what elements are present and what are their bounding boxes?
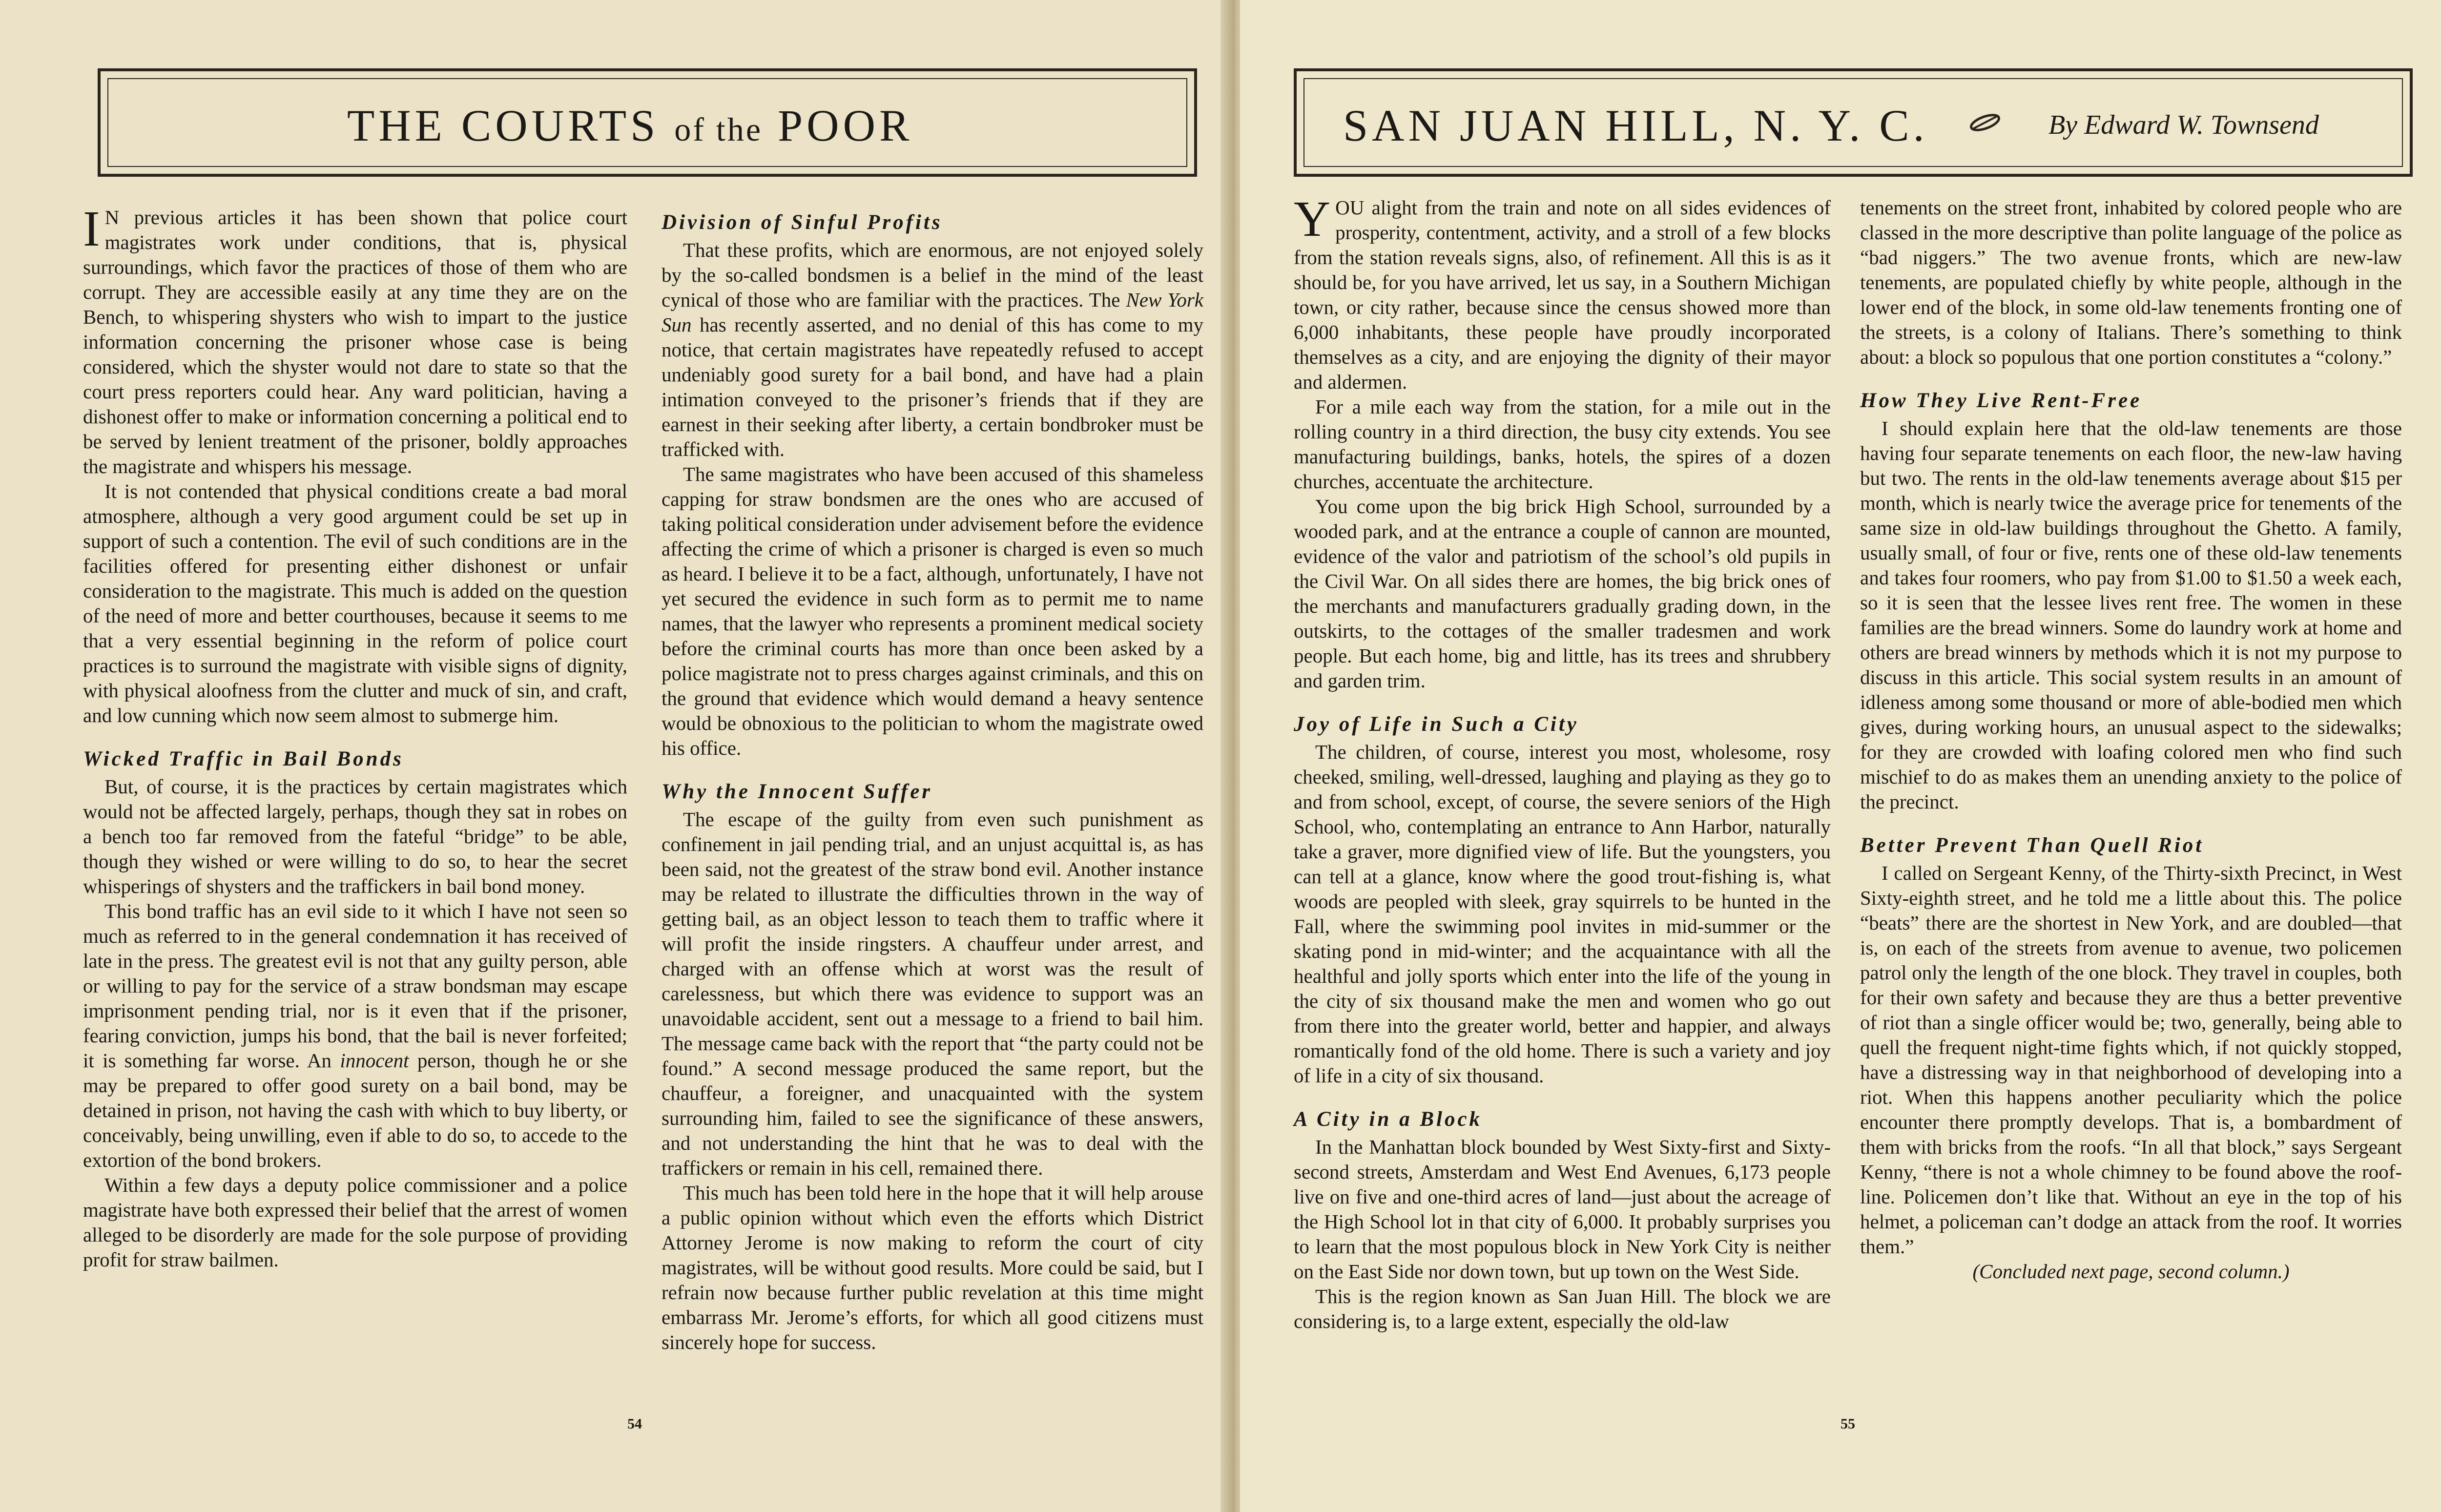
title-end: POOR xyxy=(778,101,913,150)
right-page-title: SAN JUAN HILL, N. Y. C. xyxy=(1343,101,1928,150)
emphasis: New York Sun xyxy=(662,289,1203,336)
page-number: 54 xyxy=(627,1416,642,1432)
title-of-the: of the xyxy=(674,111,763,148)
paragraph: It is not contended that physical conditions create a bad moral atmosphere, although a very good argument could be set up in support of such a contention. The evil of such conditions are in the facilities offered for presenting either dishonest or unfair consideration to the magistrate. This much is added on the question of the need of more and better courthouses, because it seems to me that a very essential beginning in the reform of police court practices is to surround the magistrate with visible signs of dignity, with physical aloofness from the clutter and muck of sin, and craft, and low cunning which now seem almost to submerge him. xyxy=(83,480,627,726)
section-heading: Joy of Life in Such a City xyxy=(1294,713,1579,736)
emphasis: innocent xyxy=(340,1049,409,1072)
continuation-note: (Concluded next page, second column.) xyxy=(1972,1260,2290,1283)
paragraph: This is the region known as San Juan Hill. The block we are considering is, to a large extent, especially the old-law xyxy=(1294,1285,1831,1332)
leaf-ornament-icon xyxy=(1965,110,2005,135)
paragraph: The escape of the guilty from even such punishment as confinement in jail pending trial, and an unjust acquittal is, as has been said, not the greatest of the straw bond evil. Another instance may be related to illustrate the difficulties thrown in the way of getting bail, as an object lesson to teach them to traffic where it will profit the inside ringsters. A chauffeur under arrest, and charged with an offense which at worst was the result of carelessness, but which there was evidence to support was an unavoidable accident, sent out a message to a friend to bail him. The message came back with the report that “the party could not be found.” A second message produced the same report, but the chauffeur, a foreigner, and unacquainted with the system surrounding him, failed to see the significance of these answers, and not understanding the hint that he was to deal with the traffickers or remain in his cell, remained there. xyxy=(662,808,1203,1179)
paragraph xyxy=(83,899,627,1173)
paragraph: Within a few days a deputy police commissioner and a police magistrate have both expressed their belief that the arrest of women alleged to be disorderly are made for the sole purpose of providing profit for straw bailmen. xyxy=(83,1174,627,1271)
right-title-box xyxy=(1294,68,2413,177)
paragraph: The children, of course, interest you most, wholesome, rosy cheeked, smiling, well-dressed, laughing and playing as they go to and from school, except, of course, the severe seniors of the High School, who, contemplating an entrance to Ann Harbor, naturally take a graver, more dignified view of life. But the youngsters, you can tell at a glance, know where the good trout-fishing is, what woods are peopled with sleek, gray squirrels to be hunted in the Fall, where the swimming pool invites in mid-summer or the skating pond in mid-winter; and the acquaintance with all the healthful and jolly sports which enter into the life of the young in the city of six thousand make the men and women who go out from there into the greater world, better and happier, and always romantically fond of the old home. There is such a variety and joy of life in a city of six thousand. xyxy=(1294,741,1831,1087)
drop-cap: Y xyxy=(1294,191,1331,247)
paragraph xyxy=(83,201,627,479)
title-main: THE COURTS xyxy=(347,101,660,150)
paragraph: In the Manhattan block bounded by West Sixty-first and Sixty-second streets, Amsterdam and West End Avenues, 6,173 people live on five and one-third acres of land—just about the acreage of the High School lot in that city of 6,000. It probably surprises you to learn that the most populous block in New York City is neither on the East Side nor down town, but up town on the West Side. xyxy=(1294,1136,1831,1283)
right-column-2 xyxy=(1860,195,2402,1284)
paragraph-text: This bond traffic has an evil side to it which I have not seen so much as referred to in the general condemnation it has received of late in the press. The greatest evil is not that any guilty person, able or willing to pay for the service of a straw bondsman may escape imprisonment pending trial, nor is it even that if the prisoner, fearing conviction, jumps his bond, that the bail is never forfeited; it is something far worse. An xyxy=(83,900,627,1072)
paragraph: But, of course, it is the practices by certain magistrates which would not be affected largely, perhaps, though they sat in robes on a bench too far removed from the fateful “bridge” to be able, though they wished or were willing to do so, to hear the secret whisperings of shysters and the traffickers in bail bond money. xyxy=(83,775,627,897)
paragraph: This much has been told here in the hope that it will help arouse a public opinion without which even the efforts which District Attorney Jerome is now making to reform the court of city magistrates, will be without good results. More could be said, but I refrain now because further public revelation at this time might embarrass Mr. Jerome’s efforts, for which all good citizens must sincerely hope for success. xyxy=(662,1181,1203,1353)
section-heading: Wicked Traffic in Bail Bonds xyxy=(83,747,404,770)
byline: By Edward W. Townsend xyxy=(2048,110,2319,140)
paragraph-text: N previous articles it has been shown that police court magistrates work under conditions, that is, physical surroundings, which favor the practices of those of them who are corrupt. They are accessible easily at any time they are on the Bench, to whispering shysters who wish to impart to the justice information concerning the prisoner whose case is being considered, which the shyster would not dare to state so that the court press reporters could hear. Any ward politician, having a dishonest offer to make or information concerning a political end to be served by lenient treatment of the prisoner, boldly approaches the magistrate and whispers his message. xyxy=(83,206,627,477)
paragraph: I called on Sergeant Kenny, of the Thirty-sixth Precinct, in West Sixty-eighth street, and he told me a little about this. The police “beats” there are the shortest in New York, and are doubled—that is, on each of the streets from avenue to avenue, two policemen patrol only the length of the one block. They travel in couples, both for their own safety and because they are thus a better preventive of riot than a single officer would be; two, generally, being able to quell the frequent night-time fights which, if not quickly stopped, have a distressing way in that neighborhood of developing into a riot. When this happens another peculiarity which the police encounter there promptly develops. That is, a bombardment of them with bricks from the roofs. “In all that block,” says Sergeant Kenny, “there is not a whole chimney to be found above the roof-line. Policemen don’t like that. Without an eye in the top of his helmet, a policeman can’t dodge an attack from the roof. It worries them.” xyxy=(1860,862,2402,1258)
left-column-1 xyxy=(83,201,628,1272)
drop-cap: I xyxy=(83,201,100,257)
left-column-2 xyxy=(662,210,1203,1355)
paragraph-text: OU alight from the train and note on all sides evidences of prosperity, contentment, activity, and a stroll of a few blocks from the station reveals signs, also, of refinement. All this is as it should be, for you have arrived, let us say, in a Southern Michigan town, or city rather, because since the census showed more than 6,000 inhabitants, these people have proudly incorporated themselves as a city, and are enjoying the dignity of their mayor and aldermen. xyxy=(1294,196,1831,393)
section-heading: Why the Innocent Suffer xyxy=(662,780,933,803)
paragraph xyxy=(1294,191,1831,394)
paragraph: For a mile each way from the station, for a mile out in the rolling country in a third direction, the busy city extends. You see manufacturing buildings, banks, hotels, the spires of a dozen churches, accentuate the architecture. xyxy=(1294,395,1831,493)
paragraph: The same magistrates who have been accused of this shameless capping for straw bondsmen are the ones who are accused of taking political consideration under advisement before the evidence affecting the crime of which a prisoner is charged is even so much as heard. I believe it to be a fact, although, unfortunately, I have not yet secured the evidence in such form as to permit me to name names, that the lawyer who represents a prominent medical society before the criminal courts has more than once been asked by a police magistrate not to press charges against criminals, and this on the ground that evidence which would demand a heavy sentence would be obnoxious to the politician to whom the magistrate owed his office. xyxy=(662,463,1204,759)
paragraph-text: has recently asserted, and no denial of this has come to my notice, that certain magistrates have repeatedly refused to accept undeniably good surety for a bail bond, and have had a plain intimation conveyed to the prisoner’s friends that if they are earnest in their seeking after liberty, a certain bondbroker must be trafficked with. xyxy=(662,313,1203,460)
paragraph: I should explain here that the old-law tenements are those having four separate tenements on each floor, the new-law having but two. The rents in the old-law tenements average about $15 per month, which is nearly twice the average price for tenements of the same size in old-law buildings throughout the Ghetto. A family, usually small, of four or five, rents one of these old-law tenements and takes four roomers, who pay from $1.00 to $1.50 a week each, so it is seen that the lessee lives rent free. The women in these families are the bread winners. Some do laundry work at home and others are bread winners by methods which it is not my purpose to discuss in this article. This social system results in an amount of idleness among some thousand or more of able-bodied men which gives, during working hours, an unusual aspect to the sidewalks; for they are crowded with loafing colored men who find such mischief to do as makes them an unending anxiety to the police of the precinct. xyxy=(1860,417,2402,813)
paragraph: You come upon the big brick High School, surrounded by a wooded park, and at the entrance a couple of cannon are mounted, evidence of the valor and patriotism of the school’s old pupils in the Civil War. On all sides there are homes, the big brick ones of the merchants and manufacturers gradually grading down, in the outskirts, to the cottages of the smaller tradesmen and work people. But each home, big and little, has its trees and shrubbery and garden trim. xyxy=(1294,495,1831,692)
section-heading: A City in a Block xyxy=(1294,1108,1483,1131)
section-heading: How They Live Rent-Free xyxy=(1860,389,2142,412)
left-title-box xyxy=(98,68,1197,177)
right-column-1 xyxy=(1294,191,1831,1334)
section-heading: Division of Sinful Profits xyxy=(662,211,943,234)
page-number: 55 xyxy=(1841,1416,1855,1432)
paragraph-text: That these profits, which are enormous, are not enjoyed solely by the so-called bondsmen is a belief in the mind of the least cynical of those who are familiar with the practices. The xyxy=(662,239,1203,311)
section-heading: Better Prevent Than Quell Riot xyxy=(1860,834,2204,857)
right-page xyxy=(1240,0,2441,1512)
paragraph-text: person, though he or she may be prepared to offer good surety on a bail bond, may be detained in prison, not having the cash with which to buy liberty, or conceivably, being unwilling, even if able to do so, to accede to the extortion of the bond brokers. xyxy=(83,1049,628,1171)
paragraph xyxy=(662,238,1203,462)
paragraph: tenements on the street front, inhabited by colored people who are classed in the more descriptive than polite language of the police as “bad niggers.” The two avenue fronts, which are new-law tenements, are populated chiefly by white people, although in the lower end of the block, in some old-law tenements fronting one of the streets, is a colony of Italians. There’s something to think about: a block so populous that one portion constitutes a “colony.” xyxy=(1860,196,2402,368)
left-page-title xyxy=(347,100,913,151)
